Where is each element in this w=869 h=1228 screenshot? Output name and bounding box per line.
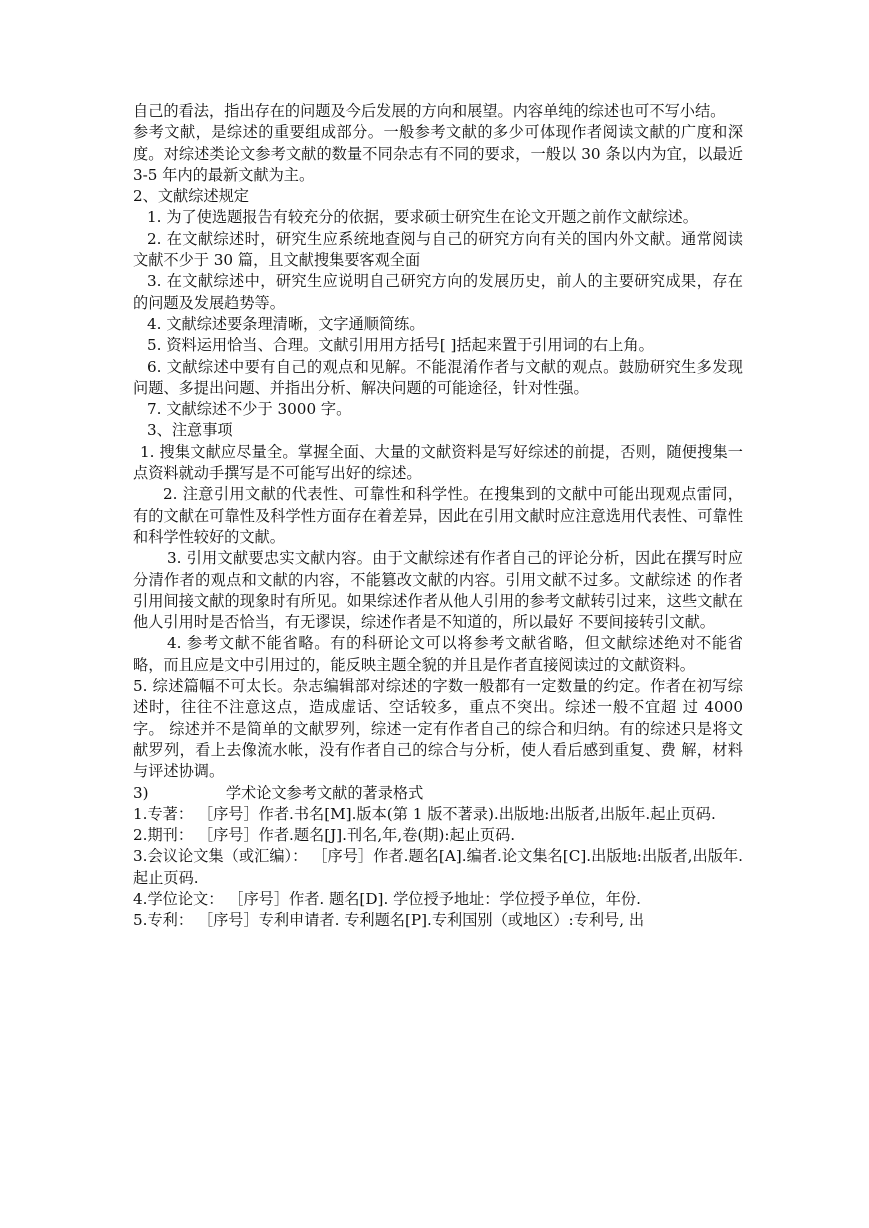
heading-citation-format: 3) 学术论文参考文献的著录格式: [133, 783, 424, 802]
note-item-5: 5. 综述篇幅不可太长。杂志编辑部对综述的字数一般都有一定数量的约定。作者在初写综述时，往往不注意这点，造成虚话、空话较多，重点不突出。综述一般不宜超 过 4000 字。 综述并不是简单的文献罗列，综述一定有作者自己的综合和归纳。有的综述只是将文献罗列，看上去像流水帐，没有作者自己的综合与分析，使人看后感到重复、费 解，材料与评述协调。: [133, 677, 743, 781]
heading-notes: 3、注意事项: [147, 421, 233, 440]
paragraph-summary-note: 自己的看法，指出存在的问题及今后发展的方向和展望。内容单纯的综述也可不写小结。: [133, 102, 726, 120]
note-item-2: 2. 注意引用文献的代表性、可靠性和科学性。在搜集到的文献中可能出现观点雷同，有的文献在可靠性及科学性方面存在着差异，因此在引用文献时应注意选用代表性、可靠性和科学性较好的文献。: [133, 485, 743, 546]
format-proceedings: 3.会议论文集（或汇编）： ［序号］作者.题名[A].编者.论文集名[C].出版地:出版者,出版年.起止页码.: [133, 847, 743, 887]
format-journal: 2.期刊： ［序号］作者.题名[J].刊名,年,卷(期):起止页码.: [133, 826, 516, 845]
paragraph-references-intro: 参考文献，是综述的重要组成部分。一般参考文献的多少可体现作者阅读文献的广度和深度。对综述类论文参考文献的数量不同杂志有不同的要求，一般以 30 条以内为宜，以最近 3-5 年内的最新文献为主。: [133, 123, 743, 184]
rule-item-5: 5. 资料运用恰当、合理。文献引用用方括号[ ]括起来置于引用词的右上角。: [147, 336, 654, 355]
rule-item-1: 1. 为了使选题报告有较充分的依据，要求硕士研究生在论文开题之前作文献综述。: [147, 208, 698, 227]
rule-item-7: 7. 文献综述不少于 3000 字。: [147, 400, 352, 419]
rule-item-4: 4. 文献综述要条理清晰，文字通顺简练。: [147, 314, 425, 333]
rule-item-6: 6. 文献综述中要有自己的观点和见解。不能混淆作者与文献的观点。鼓励研究生多发现问题、多提出问题、并指出分析、解决问题的可能途径，针对性强。: [133, 357, 743, 397]
format-patent: 5.专利： ［序号］专利申请者. 专利题名[P].专利国别（或地区）:专利号, 出: [133, 911, 645, 930]
note-item-3: 3. 引用文献要忠实文献内容。由于文献综述有作者自己的评论分析，因此在撰写时应分清作者的观点和文献的内容，不能篡改文献的内容。引用文献不过多。文献综述 的作者引用间接文献的现象时有所见。如果综述作者从他人引用的参考文献转引过来，这些文献在他人引用时是否恰当，有无谬误，综述作者是不知道的，所以最好 不要间接转引文献。: [133, 549, 743, 632]
format-thesis: 4.学位论文： ［序号］作者. 题名[D]. 学位授予地址：学位授予单位，年份.: [133, 889, 641, 908]
format-monograph: 1.专著： ［序号］作者.书名[M].版本(第 1 版不著录).出版地:出版者,出版年.起止页码.: [133, 804, 716, 823]
note-item-1: 1. 搜集文献应尽量全。掌握全面、大量的文献资料是写好综述的前提，否则，随便搜集一点资料就动手撰写是不可能写出好的综述。: [133, 442, 743, 483]
rule-item-3: 3. 在文献综述中，研究生应说明自己研究方向的发展历史，前人的主要研究成果，存在的问题及发展趋势等。: [133, 272, 743, 312]
rule-item-2: 2. 在文献综述时，研究生应系统地查阅与自己的研究方向有关的国内外文献。通常阅读文献不少于 30 篇，且文献搜集要客观全面: [133, 229, 743, 270]
heading-review-rules: 2、文献综述规定: [133, 187, 249, 206]
note-item-4: 4. 参考文献不能省略。有的科研论文可以将参考文献省略，但文献综述绝对不能省略，而且应是文中引用过的，能反映主题全貌的并且是作者直接阅读过的文献资料。: [133, 634, 743, 674]
document-page: [133, 101, 743, 932]
